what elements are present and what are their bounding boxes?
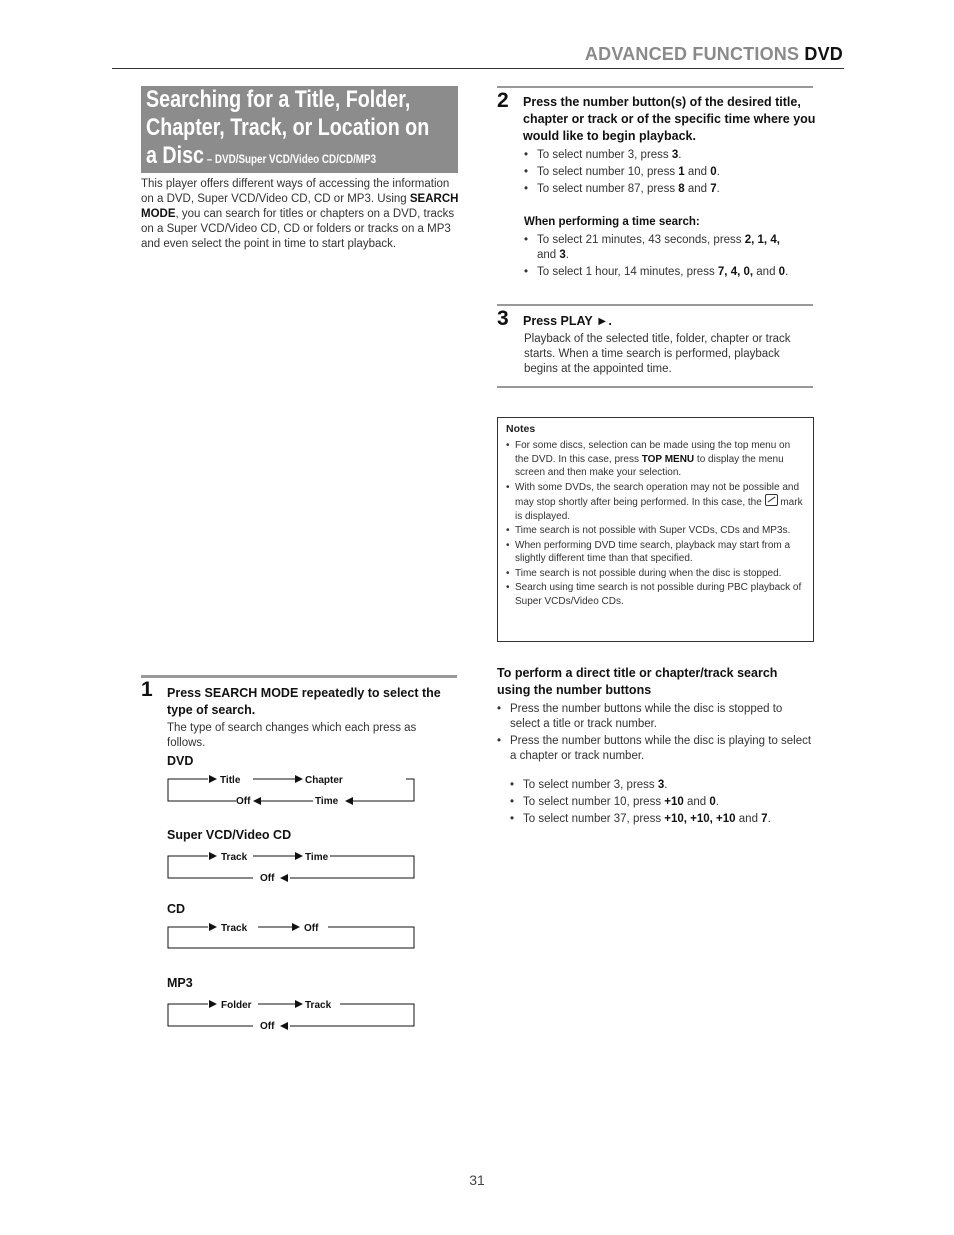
mp3-track-node: Track — [305, 1000, 332, 1011]
list-item: • Press the number buttons while the disc is playing to select a chapter or track number. — [497, 734, 815, 764]
list-item: • Time search is not possible with Super VCDs, CDs and MP3s. — [506, 524, 804, 538]
title-subtitle: – DVD/Super VCD/Video CD/CD/MP3 — [203, 152, 377, 166]
dvd-cycle-diagram — [160, 768, 425, 815]
step2-number: 2 — [497, 89, 509, 112]
cd-off-node: Off — [304, 923, 319, 934]
step3-description: Playback of the selected title, folder, chapter or track starts. When a time search is performed, playback begins at the appointed time. — [524, 333, 791, 375]
mp3-cycle-diagram — [160, 993, 425, 1040]
mp3-off-node: Off — [260, 1021, 275, 1032]
list-item: • When performing DVD time search, playback may start from a slightly different time than that specified. — [506, 539, 804, 566]
step1-rule — [141, 675, 457, 678]
list-item: • To select number 10, press 1 and 0. — [524, 165, 814, 180]
svcd-off-node: Off — [260, 873, 275, 884]
notes-list — [506, 439, 804, 609]
prohibited-icon — [765, 494, 778, 506]
list-item: • To select number 10, press +10 and 0. — [510, 795, 810, 810]
list-item: • Search using time search is not possible during PBC playback of Super VCDs/Video CDs. — [506, 581, 804, 608]
notes-title: Notes — [506, 423, 536, 435]
cd-label: CD — [167, 902, 186, 916]
step2-list — [524, 148, 814, 199]
direct-search-examples — [510, 778, 810, 829]
mp3-folder-node: Folder — [221, 1000, 252, 1011]
title-line-2: Chapter, Track, or Location on — [146, 114, 430, 141]
list-item: • To select 1 hour, 14 minutes, press 7, 4, 0, and 0. — [524, 265, 794, 280]
step3-end-rule — [497, 386, 813, 388]
svcd-track-node: Track — [221, 852, 248, 863]
svcd-time-node: Time — [305, 852, 329, 863]
cd-cycle-diagram — [160, 916, 425, 959]
list-item: • To select number 37, press +10, +10, +10 and 7. — [510, 812, 810, 827]
product-name: DVD — [804, 44, 843, 64]
direct-search-conditions — [497, 702, 815, 766]
header-rule — [112, 68, 844, 69]
page-number: 31 — [469, 1172, 485, 1188]
list-item: • With some DVDs, the search operation may not be possible and may stop shortly after being performed. In this case, the mark is displayed. — [506, 481, 804, 524]
mp3-label: MP3 — [167, 976, 193, 990]
intro-text-1: This player offers different ways of accessing the information on a DVD, Super VCD/Video CD, CD or MP3. Using — [141, 178, 450, 205]
section-header — [585, 44, 843, 65]
list-item: • To select number 3, press 3. — [510, 778, 810, 793]
dvd-chapter-node: Chapter — [305, 775, 343, 786]
page-title — [141, 86, 458, 173]
step2-title: Press the number button(s) of the desired title, chapter or track or of the specific time where you would like to begin playback. — [523, 95, 816, 143]
step3-title: Press PLAY ►. — [523, 314, 612, 328]
intro-bold: SEARCH MODE — [141, 193, 459, 220]
step1-number: 1 — [141, 678, 153, 701]
step3-number: 3 — [497, 307, 509, 330]
list-item: • Time search is not possible during when the disc is stopped. — [506, 567, 804, 581]
list-item: • Press the number buttons while the disc is stopped to select a title or track number. — [497, 702, 815, 732]
time-search-list — [524, 233, 794, 282]
step3-rule — [497, 304, 813, 306]
cd-track-node: Track — [221, 923, 248, 934]
dvd-time-node: Time — [315, 796, 339, 807]
list-item: • To select number 3, press 3. — [524, 148, 814, 163]
time-search-heading: When performing a time search: — [524, 216, 700, 228]
dvd-title-node: Title — [220, 775, 241, 786]
notes-box — [497, 417, 814, 642]
step2-rule — [497, 86, 813, 88]
list-item: • For some discs, selection can be made using the top menu on the DVD. In this case, press TOP MENU to display the menu screen and then make your selection. — [506, 439, 804, 480]
title-line-3: a Disc — [146, 142, 204, 169]
svcd-cycle-diagram — [160, 845, 425, 892]
list-item: • To select 21 minutes, 43 seconds, press 2, 1, 4, and 3. — [524, 233, 794, 263]
list-item: • To select number 87, press 8 and 7. — [524, 182, 814, 197]
section-name: ADVANCED FUNCTIONS — [584, 44, 800, 64]
title-line-1: Searching for a Title, Folder, — [146, 86, 411, 113]
dvd-label: DVD — [167, 754, 194, 768]
step1-title: Press SEARCH MODE repeatedly to select the type of search. — [167, 686, 441, 717]
dvd-off-node: Off — [236, 796, 251, 807]
step1-description: The type of search changes which each press as follows. — [167, 722, 417, 749]
svcd-label: Super VCD/Video CD — [167, 828, 292, 842]
intro-paragraph — [141, 177, 461, 252]
direct-search-heading: To perform a direct title or chapter/track search using the number buttons — [497, 666, 778, 697]
intro-text-2: , you can search for titles or chapters on a DVD, tracks on a Super VCD/Video CD, CD or folders or tracks on a MP3 and even select the point in time to start playback. — [141, 208, 455, 250]
